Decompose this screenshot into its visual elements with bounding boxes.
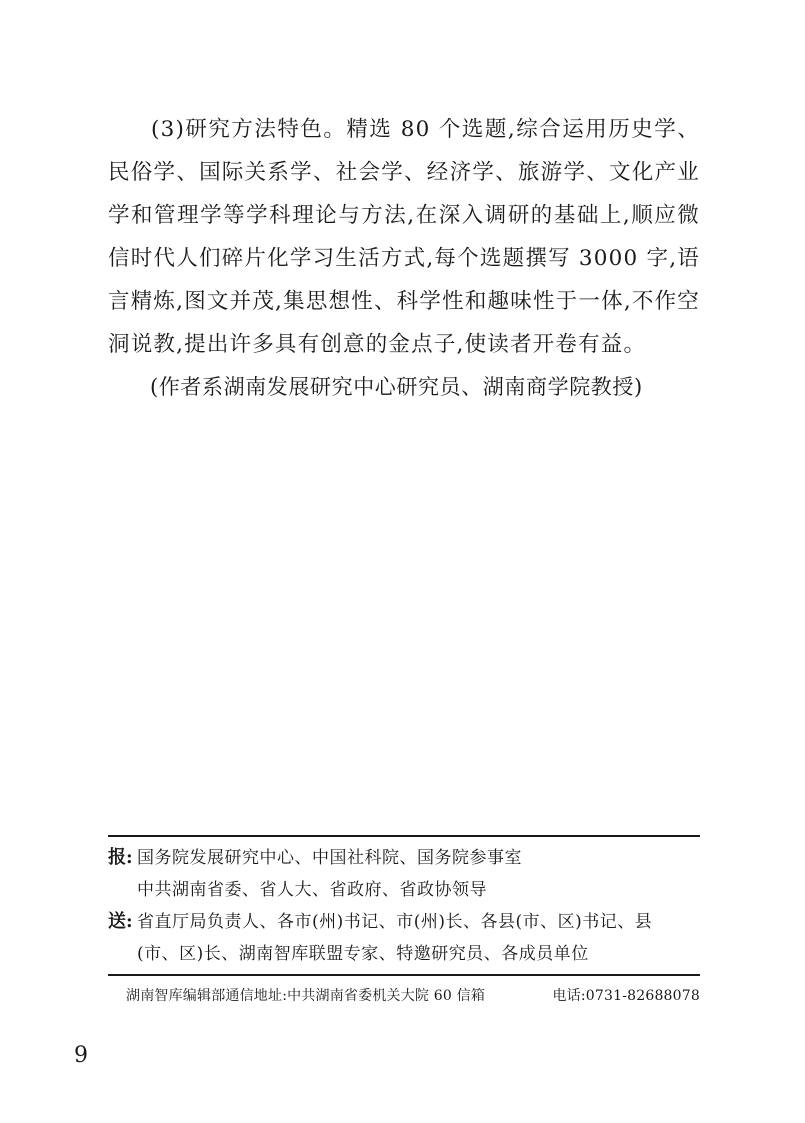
report-line-1: 国务院发展研究中心、中国社科院、国务院参事室 bbox=[137, 848, 522, 868]
article-body bbox=[108, 108, 700, 409]
distribution-block bbox=[108, 835, 700, 976]
body-paragraph: (3)研究方法特色。精选 80 个选题,综合运用历史学、民俗学、国际关系学、社会学、经济学、旅游学、文化产业学和管理学等学科理论与方法,在深入调研的基础上,顺应微信时代人们碎片化学习生活方式,每个选题撰写 3000 字,语言精炼,图文并茂,集思想性、科学性和趣味性于一体,不作空洞说教,提出许多具有创意的金点子,使读者开卷有益。 bbox=[108, 117, 700, 357]
send-label: 送: bbox=[108, 911, 133, 932]
send-line-2: (市、区)长、湖南智库联盟专家、特邀研究员、各成员单位 bbox=[137, 944, 589, 964]
send-label-spacer bbox=[108, 938, 137, 970]
editorial-footer bbox=[126, 985, 700, 1007]
send-line-1: 省直厅局负责人、各市(州)书记、市(州)长、各县(市、区)书记、县 bbox=[137, 912, 653, 932]
report-row-continued bbox=[108, 874, 700, 906]
footer-address: 湖南智库编辑部通信地址:中共湖南省委机关大院 60 信箱 bbox=[126, 988, 486, 1004]
send-row-continued bbox=[108, 938, 700, 970]
page-number: 9 bbox=[74, 1043, 88, 1068]
footer-phone: 电话:0731-82688078 bbox=[552, 988, 700, 1004]
report-line-2: 中共湖南省委、省人大、省政府、省政协领导 bbox=[137, 880, 487, 900]
report-row bbox=[108, 842, 700, 874]
author-note: (作者系湖南发展研究中心研究员、湖南商学院教授) bbox=[150, 375, 643, 399]
send-row bbox=[108, 906, 700, 938]
report-label-spacer bbox=[108, 874, 137, 906]
report-label: 报: bbox=[108, 847, 133, 868]
